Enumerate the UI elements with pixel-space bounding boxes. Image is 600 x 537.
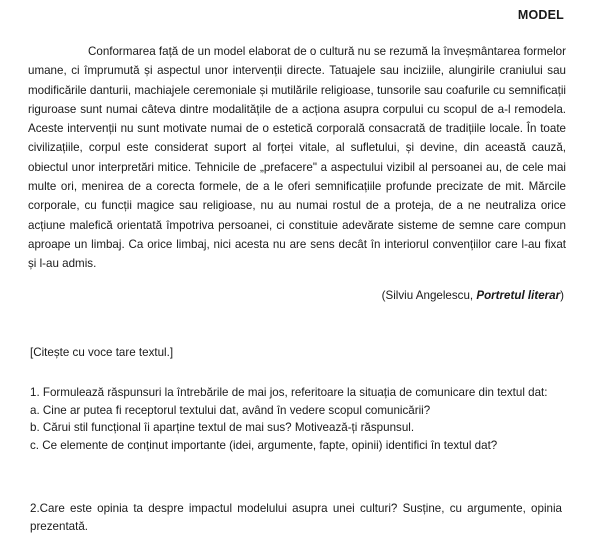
question-1b: b. Cărui stil funcțional îi aparține textul de mai sus? Motivează-ți răspunsul. — [30, 421, 415, 435]
question-1-intro: 1. Formulează răspunsuri la întrebările de mai jos, referitoare la situația de comunicare din textul dat: — [30, 386, 548, 399]
citation-author: (Silviu Angelescu, — [381, 289, 477, 302]
citation-close: ) — [560, 289, 564, 302]
source-passage: Conformarea față de un model elaborat de o cultură nu se rezumă la înveșmântarea formelor umane, ci împrumută și aspectul unor intervenții directe. Tatuajele sau inciziile, alungirile craniului sau modificările danturii, machiajele ceremoniale și mutilările religioase, tunsorile sau coafurile cu semnificații riguroase sunt numai câteva dintre modalitățile de a acționa asupra corpului cu scopul de a-l remodela. Aceste intervenții nu sunt motivate numai de o estetică corporală consacrată de tradițiile locale. În toate civilizațiile, corpul este considerat suport al forței vitale, al sufletului, și devine, din această cauză, obiectul unor interpretări mitice. Tehnicile de „prefacere" a aspectului vizibil al persoanei au, de cele mai multe ori, menirea de a corecta formele, de a le oferi semnificațiile profunde precizate de mit. Mărcile corporale, cu funcții magice sau religioase, nu au numai rostul de a proteja, de a ne neutraliza orice acțiune malefică orientată împotriva persoanei, ci constituie adevărate sisteme de semne care compun aproape un limbaj. Ca orice limbaj, nici acesta nu are sens decât în interiorul convențiilor care l-au fixat și l-au admis. — [28, 45, 566, 271]
question-1-block — [30, 384, 562, 454]
question-2: 2.Care este opinia ta despre impactul modelului asupra unei culturi? Susține, cu argumente, opinia prezentată. — [30, 502, 562, 533]
reading-instruction: [Citește cu voce tare textul.] — [30, 346, 174, 359]
citation-work-title: Portretul literar — [476, 289, 561, 302]
source-citation — [382, 288, 564, 303]
document-heading: MODEL — [517, 8, 564, 22]
question-1c: c. Ce elemente de conținut importante (idei, argumente, fapte, opinii) identifici în textul dat? — [30, 438, 498, 452]
question-1a: a. Cine ar putea fi receptorul textului dat, având în vedere scopul comunicării? — [30, 403, 431, 417]
